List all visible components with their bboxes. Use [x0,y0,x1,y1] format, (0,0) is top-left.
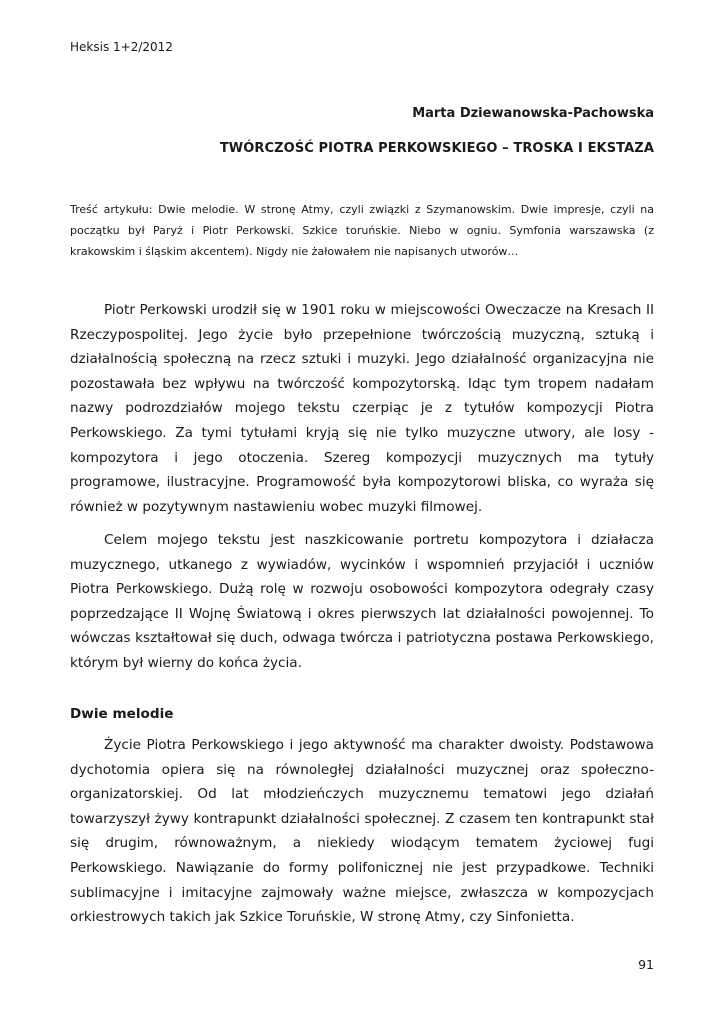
page-number: 91 [638,957,654,972]
section-paragraph: Życie Piotra Perkowskiego i jego aktywność ma charakter dwoisty. Podstawowa dychotomia opiera się na równoległej działalności muzycznej oraz społeczno-organizatorskiej. Od lat młodzieńczych muzycznemu tematowi jego działań towarzyszył żywy kontrapunkt działalności społecznej. Z czasem ten kontrapunkt stał się drugim, równoważnym, a niekiedy wiodącym tematem życiowej fugi Perkowskiego. Nawiązanie do formy polifonicznej nie jest przypadkowe. Techniki sublimacyjne i imitacyjne zajmowały ważne miejsce, zwłaszcza w kompozycjach orkiestrowych takich jak Szkice Toruńskie, W stronę Atmy, czy Sinfonietta. [70,737,654,926]
section-heading: Dwie melodie [70,706,174,722]
body-paragraph-1: Piotr Perkowski urodził się w 1901 roku w miejscowości Oweczacze na Kresach II Rzeczypospolitej. Jego życie było przepełnione twórczością muzyczną, sztuką i działalnością społeczną na rzecz sztuki i muzyki. Jego działalność organizacyjna nie pozostawała bez wpływu na twórczość kompozytorską. Idąc tym tropem nadałam nazwy podrozdziałów mojego tekstu czerpiąc je z tytułów kompozycji Piotra Perkowskiego. Za tymi tytułami kryją się nie tylko muzyczne utwory, ale losy - kompozytora i jego otoczenia. Szereg kompozycji muzycznych ma tytuły programowe, ilustracyjne. Programowość była kompozytorowi bliska, co wyraża się również w pozytywnym nastawieniu wobec muzyki filmowej. [70,302,654,515]
article-author: Marta Dziewanowska-Pachowska [412,106,654,121]
journal-header: Heksis 1+2/2012 [70,40,173,54]
body-paragraph-2: Celem mojego tekstu jest naszkicowanie portretu kompozytora i działacza muzycznego, utkanego z wywiadów, wycinków i wspomnień przyjaciół i uczniów Piotra Perkowskiego. Dużą rolę w rozwoju osobowości kompozytora odegrały czasy poprzedzające II Wojnę Światową i okres pierwszych lat działalności powojennej. To wówczas kształtował się duch, odwaga twórcza i patriotyczna postawa Perkowskiego, którym był wierny do końca życia. [70,532,654,671]
article-title: TWÓRCZOŚĆ PIOTRA PERKOWSKIEGO – TROSKA I EKSTAZA [219,141,654,156]
article-abstract: Treść artykułu: Dwie melodie. W stronę Atmy, czyli związki z Szymanowskim. Dwie impresje, czyli na początku był Paryż i Piotr Perkowski. Szkice toruńskie. Niebo w ogniu. Symfonia warszawska (z krakowskim i śląskim akcentem). Nigdy nie żałowałem nie napisanych utworów… [70,203,654,258]
